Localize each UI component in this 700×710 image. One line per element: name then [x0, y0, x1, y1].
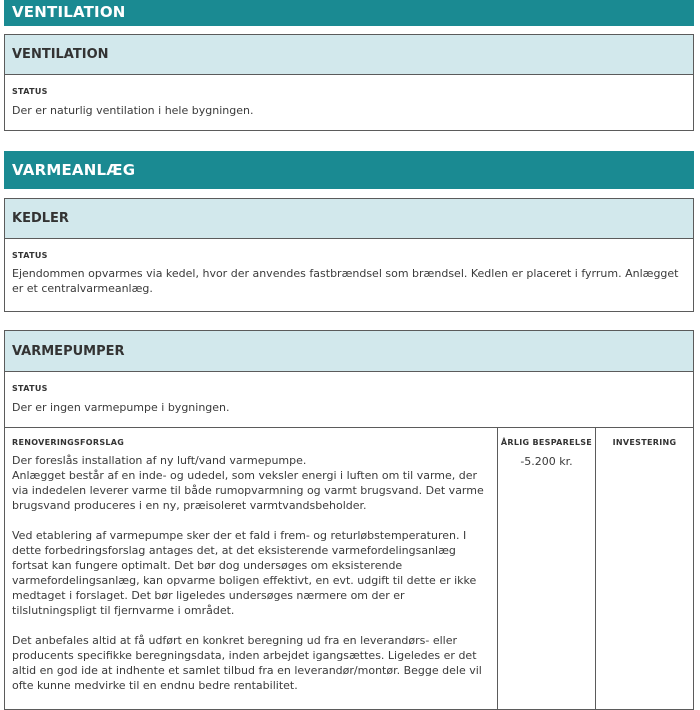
renovation-line: altid en god ide at indhente et samlet tilbud fra en leverandør/montør. Begge dele vil [12, 664, 482, 677]
renovation-line: dette forbedringsforslag antages det, at det eksisterende varmefordelingsanlæg [12, 544, 456, 557]
annual-savings-label: ÅRLIG BESPARELSE [500, 438, 593, 447]
annual-savings-value: -5.200 kr. [520, 455, 573, 468]
ventilation-box-header [5, 35, 693, 75]
renovation-label: RENOVERINGSFORSLAG [12, 438, 125, 447]
renovation-line: medtaget i forslaget. Det bør ligeledes undersøges nærmere om der er [12, 589, 405, 602]
renovation-paragraph [12, 528, 491, 618]
renovation-line: brugsvand produceres i en ny, præisoleret varmtvandsbeholder. [12, 499, 367, 512]
kedler-box-title: KEDLER [12, 211, 69, 226]
renovation-line: tilslutningspligt til fjernvarme i området. [12, 604, 235, 617]
varmepumper-box [4, 330, 694, 710]
renovation-line: producents specifikke beregningsdata, inden arbejdet igangsættes. Ligeledes er det [12, 649, 477, 662]
renovation-line: Der foreslås installation af ny luft/vand varmepumpe. [12, 454, 307, 467]
section-banner-ventilation [4, 0, 694, 26]
ventilation-status-label: STATUS [12, 87, 48, 96]
varmepumper-box-header [5, 331, 693, 372]
renovation-description [5, 453, 497, 693]
varmepumper-status-text: Der er ingen varmepumpe i bygningen. [12, 401, 230, 414]
kedler-status-text [5, 266, 693, 296]
ventilation-status-text: Der er naturlig ventilation i hele bygningen. [12, 104, 254, 117]
investment-column [596, 428, 693, 709]
renovation-line: via indedelen leverer varme til både rumopvarmning og varmt brugsvand. Det varme [12, 484, 484, 497]
varmepumper-box-title: VARMEPUMPER [12, 343, 125, 359]
ventilation-box [4, 34, 694, 131]
renovation-line: varmefordelingsanlæg, kan opvarme boligen effektivt, en evt. udgift til dette er ikke [12, 574, 477, 587]
annual-savings-column [498, 428, 596, 709]
kedler-status-line: er et centralvarmeanlæg. [12, 282, 153, 295]
section-banner-varmeanlaeg [4, 151, 694, 189]
renovation-line: Det anbefales altid at få udført en konkret beregning ud fra en leverandørs- eller [12, 634, 458, 647]
investment-label: INVESTERING [612, 438, 677, 447]
renovation-line: Anlægget består af en inde- og udedel, som veksler energi i luften om til varme, der [12, 469, 478, 482]
renovation-line: Ved etablering af varmepumpe sker der et fald i frem- og returløbstemperaturen. I [12, 529, 467, 542]
renovation-line: fortsat kan fungere optimalt. Det bør dog undersøges om eksisterende [12, 559, 403, 572]
section-banner-title: VARMEANLÆG [12, 161, 136, 179]
renovation-line: ofte kunne medvirke til en endnu bedre rentabilitet. [12, 679, 298, 692]
section-banner-title: VENTILATION [12, 2, 126, 21]
kedler-box [4, 198, 694, 312]
renovation-paragraph [12, 453, 491, 513]
kedler-status-line: Ejendommen opvarmes via kedel, hvor der anvendes fastbrændsel som brændsel. Kedlen er placeret i fyrrum. Anlægget [12, 267, 679, 280]
kedler-box-header [5, 199, 693, 239]
renovation-table [5, 427, 693, 709]
renovation-paragraph [12, 633, 491, 693]
kedler-status-label: STATUS [12, 251, 48, 260]
renovation-description-column [5, 428, 498, 709]
ventilation-box-title: VENTILATION [12, 47, 109, 62]
varmepumper-status-label: STATUS [12, 384, 48, 393]
